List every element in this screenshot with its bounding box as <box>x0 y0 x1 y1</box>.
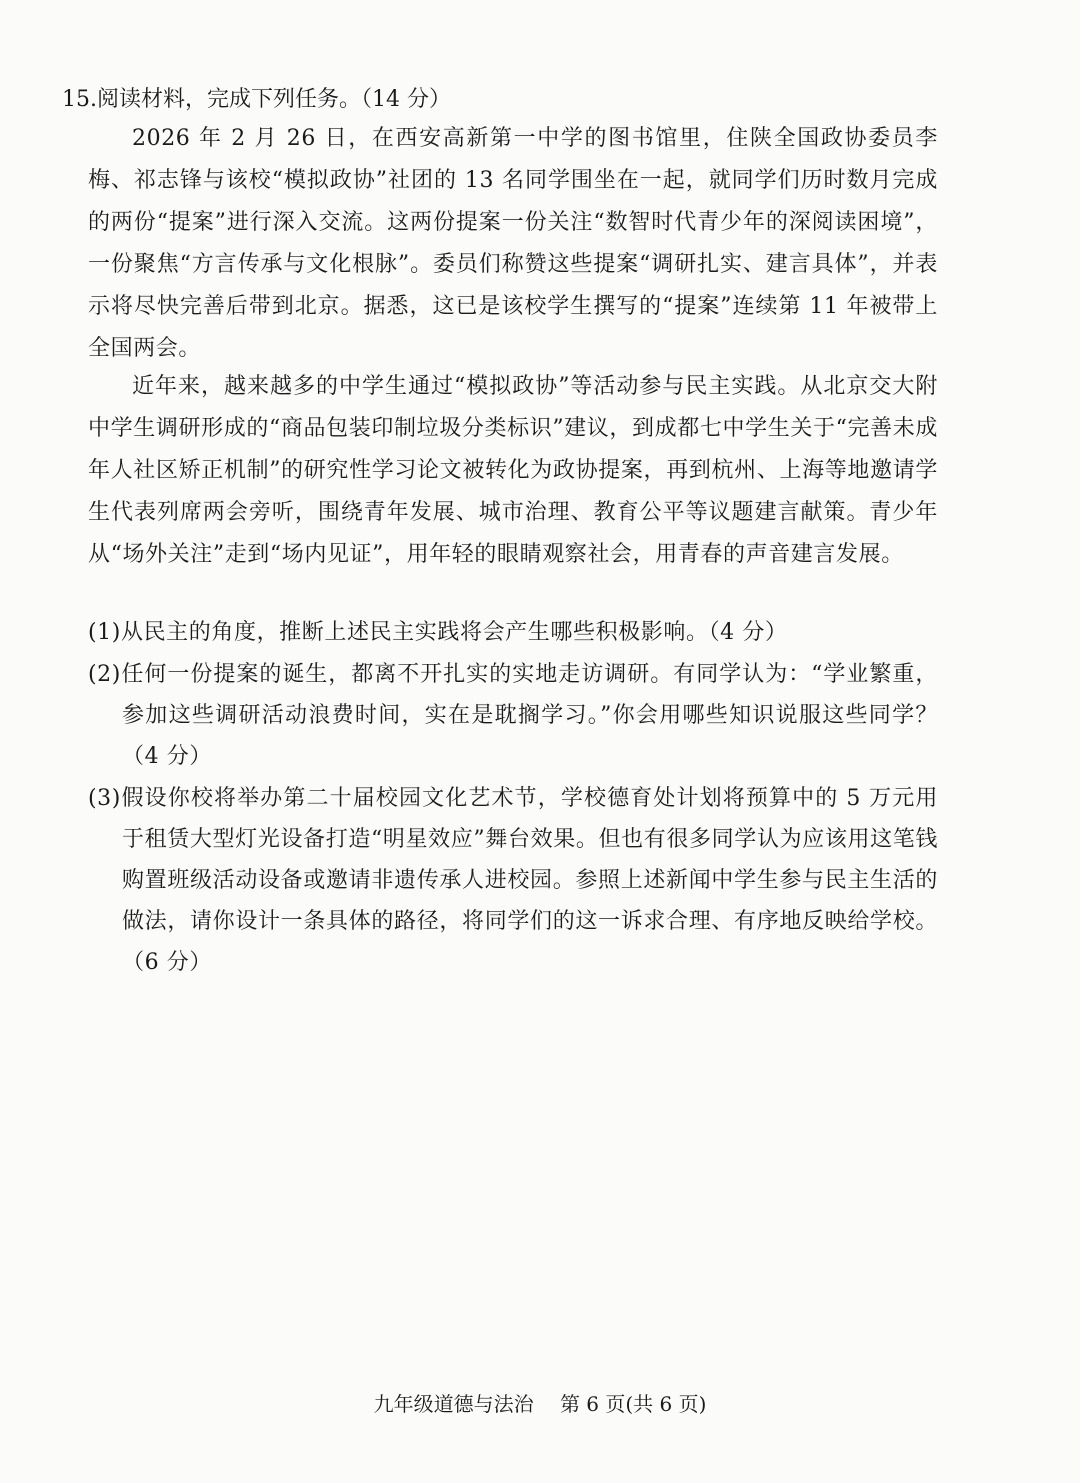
task-1: (1)从民主的角度，推断上述民主实践将会产生哪些积极影响。（4 分） <box>88 620 788 645</box>
question-title: 15.阅读材料，完成下列任务。（14 分） <box>62 87 451 112</box>
page-footer <box>0 1390 1080 1418</box>
material-paragraph-1: 2026 年 2 月 26 日，在西安高新第一中学的图书馆里，住陕全国政协委员李梅、祁志锋与该校“模拟政协”社团的 13 名同学围坐在一起，就同学们历时数月完成的两份“提案”进行深入交流。这两份提案一份关注“数智时代青少年的深阅读困境”，一份聚焦“方言传承与文化根脉”。委员们称赞这些提案“调研扎实、建言具体”，并表示将尽快完善后带到北京。据悉，这已是该校学生撰写的“提案”连续第 11 年被带上全国两会。 <box>88 126 938 361</box>
material-paragraph-2: 近年来，越来越多的中学生通过“模拟政协”等活动参与民主实践。从北京交大附中学生调研形成的“商品包装印制垃圾分类标识”建议，到成都七中学生关于“完善未成年人社区矫正机制”的研究性学习论文被转化为政协提案，再到杭州、上海等地邀请学生代表列席两会旁听，围绕青年发展、城市治理、教育公平等议题建言献策。青少年从“场外关注”走到“场内见证”，用年轻的眼睛观察社会，用青春的声音建言发展。 <box>88 374 938 567</box>
footer-page-number: 第 6 页(共 6 页) <box>559 1392 707 1416</box>
footer-subject: 九年级道德与法治 <box>373 1392 534 1416</box>
task-3: (3)假设你校将举办第二十届校园文化艺术节，学校德育处计划将预算中的 5 万元用于租赁大型灯光设备打造“明星效应”舞台效果。但也有很多同学认为应该用这笔钱购置班级活动设备或邀请非遗传承人进校园。参照上述新闻中学生参与民主生活的做法，请你设计一条具体的路径，将同学们的这一诉求合理、有序地反映给学校。（6 分） <box>88 786 938 975</box>
task-2: (2)任何一份提案的诞生，都离不开扎实的实地走访调研。有同学认为：“学业繁重，参加这些调研活动浪费时间，实在是耽搁学习。”你会用哪些知识说服这些同学？（4 分） <box>88 662 938 769</box>
